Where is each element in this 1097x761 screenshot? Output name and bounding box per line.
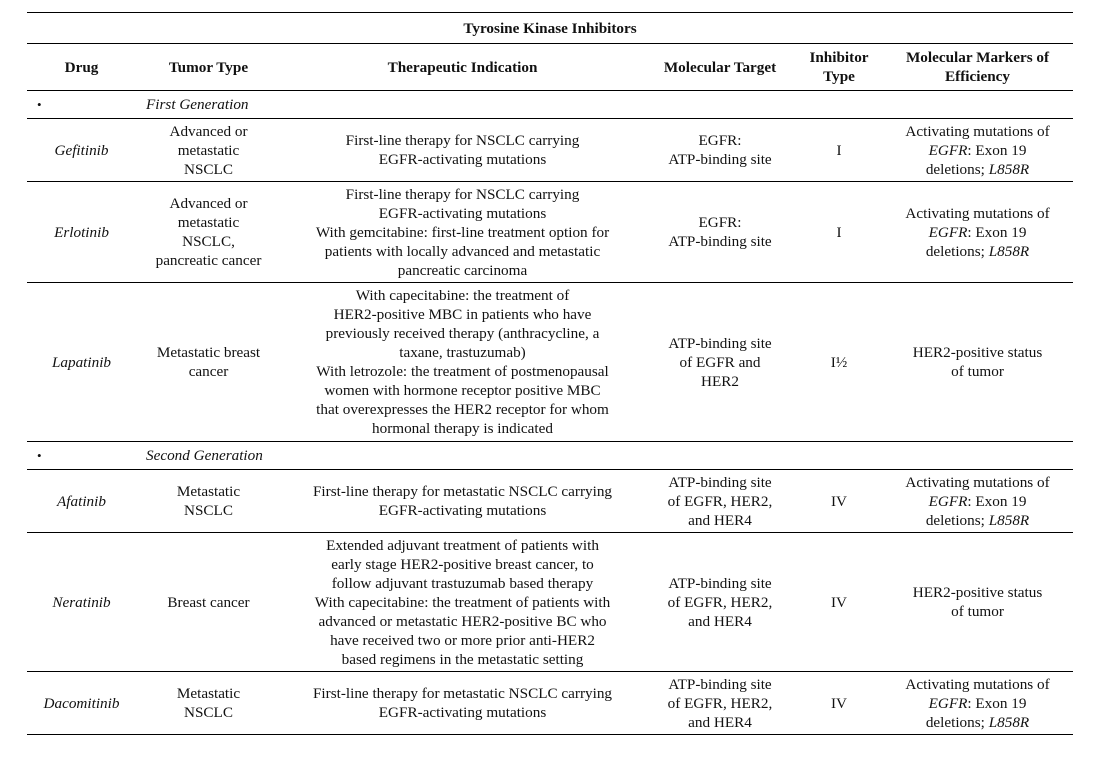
inhibitor-type: IV [796, 470, 882, 533]
inhibitor-type: IV [796, 672, 882, 735]
molecular-target-cell [644, 533, 796, 672]
table-row [27, 283, 1073, 442]
indication-line: First-line therapy for metastatic NSCLC carrying [312, 483, 613, 500]
marker-line [885, 713, 1070, 732]
target-line: and HER4 [688, 713, 752, 731]
header-markers-line: Efficiency [945, 68, 1010, 85]
table-row [27, 533, 1073, 672]
target-line: of EGFR, HER2, [667, 492, 773, 510]
target-line: of EGFR, HER2, [667, 694, 773, 712]
bullet-marker: • [27, 442, 136, 470]
indication-line: First-line therapy for metastatic NSCLC carrying [312, 685, 613, 702]
marker-line: Activating mutations of [905, 204, 1050, 222]
indication-line: With gemcitabine: first-line treatment option for [315, 223, 610, 241]
table-row [27, 672, 1073, 735]
therapeutic-indication-cell [281, 283, 644, 442]
marker-line: HER2-positive status [912, 344, 1043, 361]
target-line: ATP-binding site [668, 675, 772, 693]
therapeutic-indication-cell [281, 182, 644, 283]
molecular-markers-cell [882, 672, 1073, 735]
header-markers-line: Molecular Markers of [905, 49, 1050, 66]
tumor-type-line: NSCLC [184, 160, 233, 178]
target-line: HER2 [701, 372, 739, 390]
tumor-type-cell [136, 283, 281, 442]
indication-line: taxane, trastuzumab) [399, 344, 526, 361]
indication-line: hormonal therapy is indicated [372, 420, 553, 437]
header-tumor-type: Tumor Type [136, 44, 281, 91]
marker-line [885, 511, 1070, 530]
tumor-type-cell [136, 533, 281, 672]
therapeutic-indication-cell [281, 672, 644, 735]
indication-line: With capecitabine: the treatment of [355, 287, 570, 304]
mutation-name: L858R [988, 713, 1030, 731]
tumor-type-cell [136, 119, 281, 182]
marker-line: Activating mutations of [905, 675, 1050, 693]
target-line: ATP-binding site [668, 574, 772, 592]
drug-name: Dacomitinib [27, 672, 136, 735]
table-body [27, 91, 1073, 735]
mutation-name: L858R [988, 511, 1030, 529]
marker-line: of tumor [951, 603, 1004, 620]
gene-name: EGFR [928, 141, 968, 159]
target-line: and HER4 [688, 612, 752, 630]
marker-text: : Exon 19 [967, 694, 1027, 712]
table-row [27, 182, 1073, 283]
target-line: ATP-binding site [668, 334, 772, 352]
molecular-target-cell [644, 182, 796, 283]
tumor-type-cell [136, 672, 281, 735]
indication-line: Extended adjuvant treatment of patients with [326, 536, 599, 554]
marker-line [885, 694, 1070, 713]
marker-text: deletions; [925, 713, 989, 731]
tumor-type-line: NSCLC, [182, 233, 235, 250]
indication-line: patients with locally advanced and metastatic [324, 242, 601, 260]
therapeutic-indication-cell [281, 533, 644, 672]
marker-line: HER2-positive status [912, 584, 1043, 601]
header-therapeutic-indication: Therapeutic Indication [281, 44, 644, 91]
tumor-type-line: NSCLC [184, 502, 233, 519]
indication-line: EGFR-activating mutations [378, 704, 547, 721]
marker-line: Activating mutations of [905, 473, 1050, 491]
indication-line: follow adjuvant trastuzumab based therapy [331, 574, 594, 592]
molecular-target-cell [644, 119, 796, 182]
tumor-type-line: Advanced or [169, 195, 248, 212]
indication-line: women with hormone receptor positive MBC [324, 382, 601, 399]
marker-text: deletions; [925, 242, 989, 260]
molecular-target-cell [644, 283, 796, 442]
header-inhibitor-type-line: Type [823, 68, 855, 85]
target-line: of EGFR, HER2, [667, 593, 773, 611]
generation-label: First Generation [136, 91, 1073, 119]
generation-row [27, 91, 1073, 119]
inhibitor-type: I½ [796, 283, 882, 442]
tumor-type-line: NSCLC [184, 704, 233, 721]
indication-line: With letrozole: the treatment of postmenopausal [316, 363, 609, 380]
molecular-target-cell [644, 470, 796, 533]
indication-line: have received two or more prior anti-HER2 [330, 631, 595, 649]
mutation-name: L858R [988, 242, 1030, 260]
indication-line: EGFR-activating mutations [378, 502, 547, 519]
table-header-row [27, 44, 1073, 91]
marker-line [885, 492, 1070, 511]
indication-line: previously received therapy (anthracycline, a [325, 325, 600, 342]
marker-line: of tumor [951, 363, 1004, 380]
inhibitor-type: I [796, 119, 882, 182]
marker-text: deletions; [925, 160, 989, 178]
target-line: ATP-binding site [668, 473, 772, 491]
table-row [27, 119, 1073, 182]
generation-row [27, 442, 1073, 470]
marker-line: Activating mutations of [905, 122, 1050, 140]
indication-line: First-line therapy for NSCLC carrying [345, 132, 580, 149]
gene-name: EGFR [928, 223, 968, 241]
marker-line [885, 141, 1070, 160]
target-line: of EGFR and [679, 353, 761, 371]
molecular-markers-cell [882, 182, 1073, 283]
tumor-type-line: metastatic [177, 214, 240, 231]
target-line: ATP-binding site [668, 151, 772, 168]
tumor-type-line: Metastatic [176, 685, 241, 702]
inhibitor-type: I [796, 182, 882, 283]
marker-text: deletions; [925, 511, 989, 529]
indication-line: With capecitabine: the treatment of patients with [314, 593, 611, 611]
drug-name: Erlotinib [27, 182, 136, 283]
indication-line: based regimens in the metastatic setting [341, 650, 584, 668]
target-line: EGFR: [698, 132, 742, 149]
mutation-name: L858R [988, 160, 1030, 178]
molecular-markers-cell [882, 470, 1073, 533]
tumor-type-line: metastatic [177, 141, 240, 159]
indication-line: EGFR-activating mutations [378, 151, 547, 168]
inhibitor-type: IV [796, 533, 882, 672]
tki-table [27, 12, 1073, 735]
molecular-markers-cell [882, 119, 1073, 182]
drug-name: Gefitinib [27, 119, 136, 182]
marker-line [885, 160, 1070, 179]
therapeutic-indication-cell [281, 119, 644, 182]
tumor-type-line: Metastatic [176, 483, 241, 500]
molecular-markers-cell [882, 533, 1073, 672]
tumor-type-line: Breast cancer [167, 593, 250, 611]
indication-line: early stage HER2-positive breast cancer, to [331, 555, 594, 573]
drug-name: Lapatinib [27, 283, 136, 442]
drug-name: Neratinib [27, 533, 136, 672]
tumor-type-line: Metastatic breast [156, 344, 261, 361]
indication-line: pancreatic carcinoma [397, 261, 528, 279]
indication-line: that overexpresses the HER2 receptor for whom [316, 401, 609, 418]
marker-text: : Exon 19 [967, 492, 1027, 510]
indication-line: HER2-positive MBC in patients who have [333, 306, 592, 323]
target-line: ATP-binding site [668, 233, 772, 250]
tumor-type-line: pancreatic cancer [155, 252, 262, 269]
gene-name: EGFR [928, 492, 968, 510]
gene-name: EGFR [928, 694, 968, 712]
table-row [27, 470, 1073, 533]
therapeutic-indication-cell [281, 470, 644, 533]
header-molecular-target: Molecular Target [644, 44, 796, 91]
indication-line: EGFR-activating mutations [378, 204, 547, 222]
header-inhibitor-type [796, 44, 882, 91]
indication-line: First-line therapy for NSCLC carrying [345, 185, 580, 203]
tki-table-container [27, 12, 1073, 735]
header-molecular-markers [882, 44, 1073, 91]
tumor-type-cell [136, 182, 281, 283]
tumor-type-line: cancer [188, 363, 229, 380]
header-drug: Drug [27, 44, 136, 91]
marker-line [885, 223, 1070, 242]
marker-line [885, 242, 1070, 261]
indication-line: advanced or metastatic HER2-positive BC who [318, 612, 607, 630]
tumor-type-line: Advanced or [169, 122, 248, 140]
table-title-row [27, 13, 1073, 44]
target-line: and HER4 [688, 511, 752, 529]
molecular-markers-cell [882, 283, 1073, 442]
molecular-target-cell [644, 672, 796, 735]
drug-name: Afatinib [27, 470, 136, 533]
header-inhibitor-type-line: Inhibitor [809, 49, 869, 66]
tumor-type-cell [136, 470, 281, 533]
marker-text: : Exon 19 [967, 223, 1027, 241]
target-line: EGFR: [698, 214, 742, 231]
bullet-marker: • [27, 91, 136, 119]
table-title: Tyrosine Kinase Inhibitors [27, 13, 1073, 44]
marker-text: : Exon 19 [967, 141, 1027, 159]
generation-label: Second Generation [136, 442, 1073, 470]
